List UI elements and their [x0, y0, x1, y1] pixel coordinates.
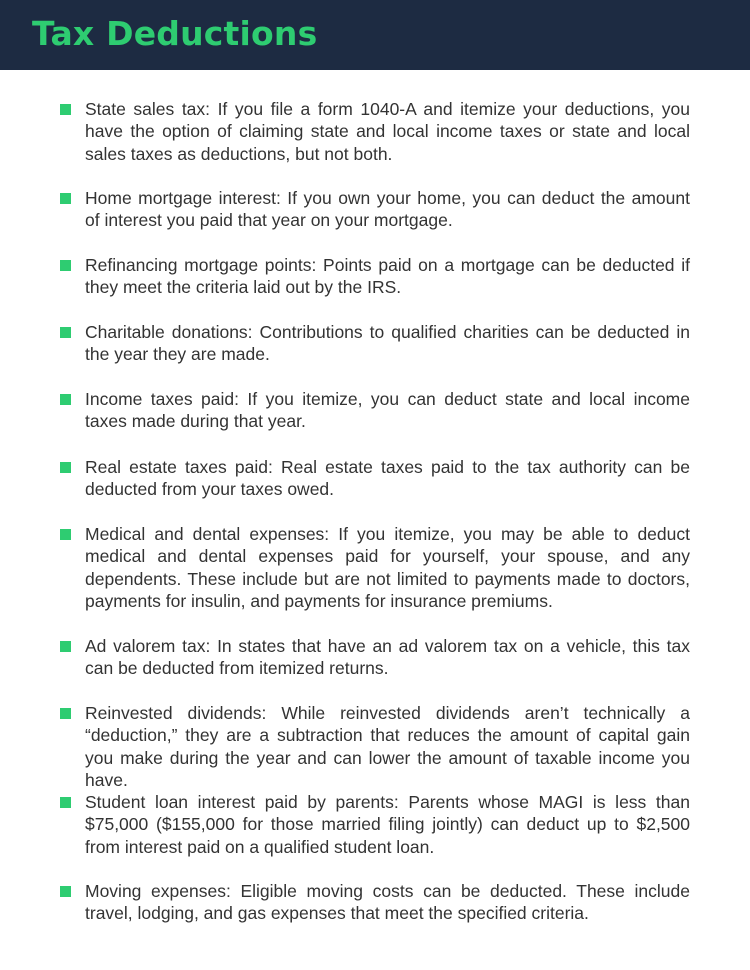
square-bullet-icon — [60, 104, 71, 115]
list-item-text: Reinvested dividends: While reinvested dividends aren’t technically a “deduction,” they are a subtraction that reduces the amount of capital gain you make during the year and can lower the amount of taxable income you have. — [85, 703, 690, 791]
page-title: Tax Deductions — [32, 14, 318, 53]
square-bullet-icon — [60, 529, 71, 540]
square-bullet-icon — [60, 193, 71, 204]
list-item-text: Moving expenses: Eligible moving costs can be deducted. These include travel, lodging, and gas expenses that meet the specified criteria. — [85, 881, 690, 924]
list-item-text: Income taxes paid: If you itemize, you can deduct state and local income taxes made during that year. — [85, 389, 690, 432]
square-bullet-icon — [60, 886, 71, 897]
square-bullet-icon — [60, 260, 71, 271]
square-bullet-icon — [60, 641, 71, 652]
square-bullet-icon — [60, 797, 71, 808]
list-item-text: Real estate taxes paid: Real estate taxes paid to the tax authority can be deducted from your taxes owed. — [85, 457, 690, 500]
list-item-text: Home mortgage interest: If you own your home, you can deduct the amount of interest you paid that year on your mortgage. — [85, 188, 690, 231]
list-item-text: Student loan interest paid by parents: Parents whose MAGI is less than $75,000 ($155,000 for those married filing jointly) can deduct up to $2,500 from interest paid on a qualified student loan. — [85, 792, 690, 857]
square-bullet-icon — [60, 394, 71, 405]
list-item-text: Medical and dental expenses: If you itemize, you may be able to deduct medical and dental expenses paid for yourself, your spouse, and any dependents. These include but are not limited to payments made to doctors, payments for insulin, and payments for insurance premiums. — [85, 524, 690, 612]
list-item-text: State sales tax: If you file a form 1040-A and itemize your deductions, you have the option of claiming state and local income taxes or state and local sales taxes as deductions, but not both. — [85, 99, 690, 164]
list-item-text: Refinancing mortgage points: Points paid on a mortgage can be deducted if they meet the criteria laid out by the IRS. — [85, 255, 690, 298]
square-bullet-icon — [60, 327, 71, 338]
list-item-text: Charitable donations: Contributions to qualified charities can be deducted in the year they are made. — [85, 322, 690, 365]
square-bullet-icon — [60, 462, 71, 473]
square-bullet-icon — [60, 708, 71, 719]
header-bar — [0, 0, 750, 70]
list-item-text: Ad valorem tax: In states that have an ad valorem tax on a vehicle, this tax can be deducted from itemized returns. — [85, 636, 690, 679]
